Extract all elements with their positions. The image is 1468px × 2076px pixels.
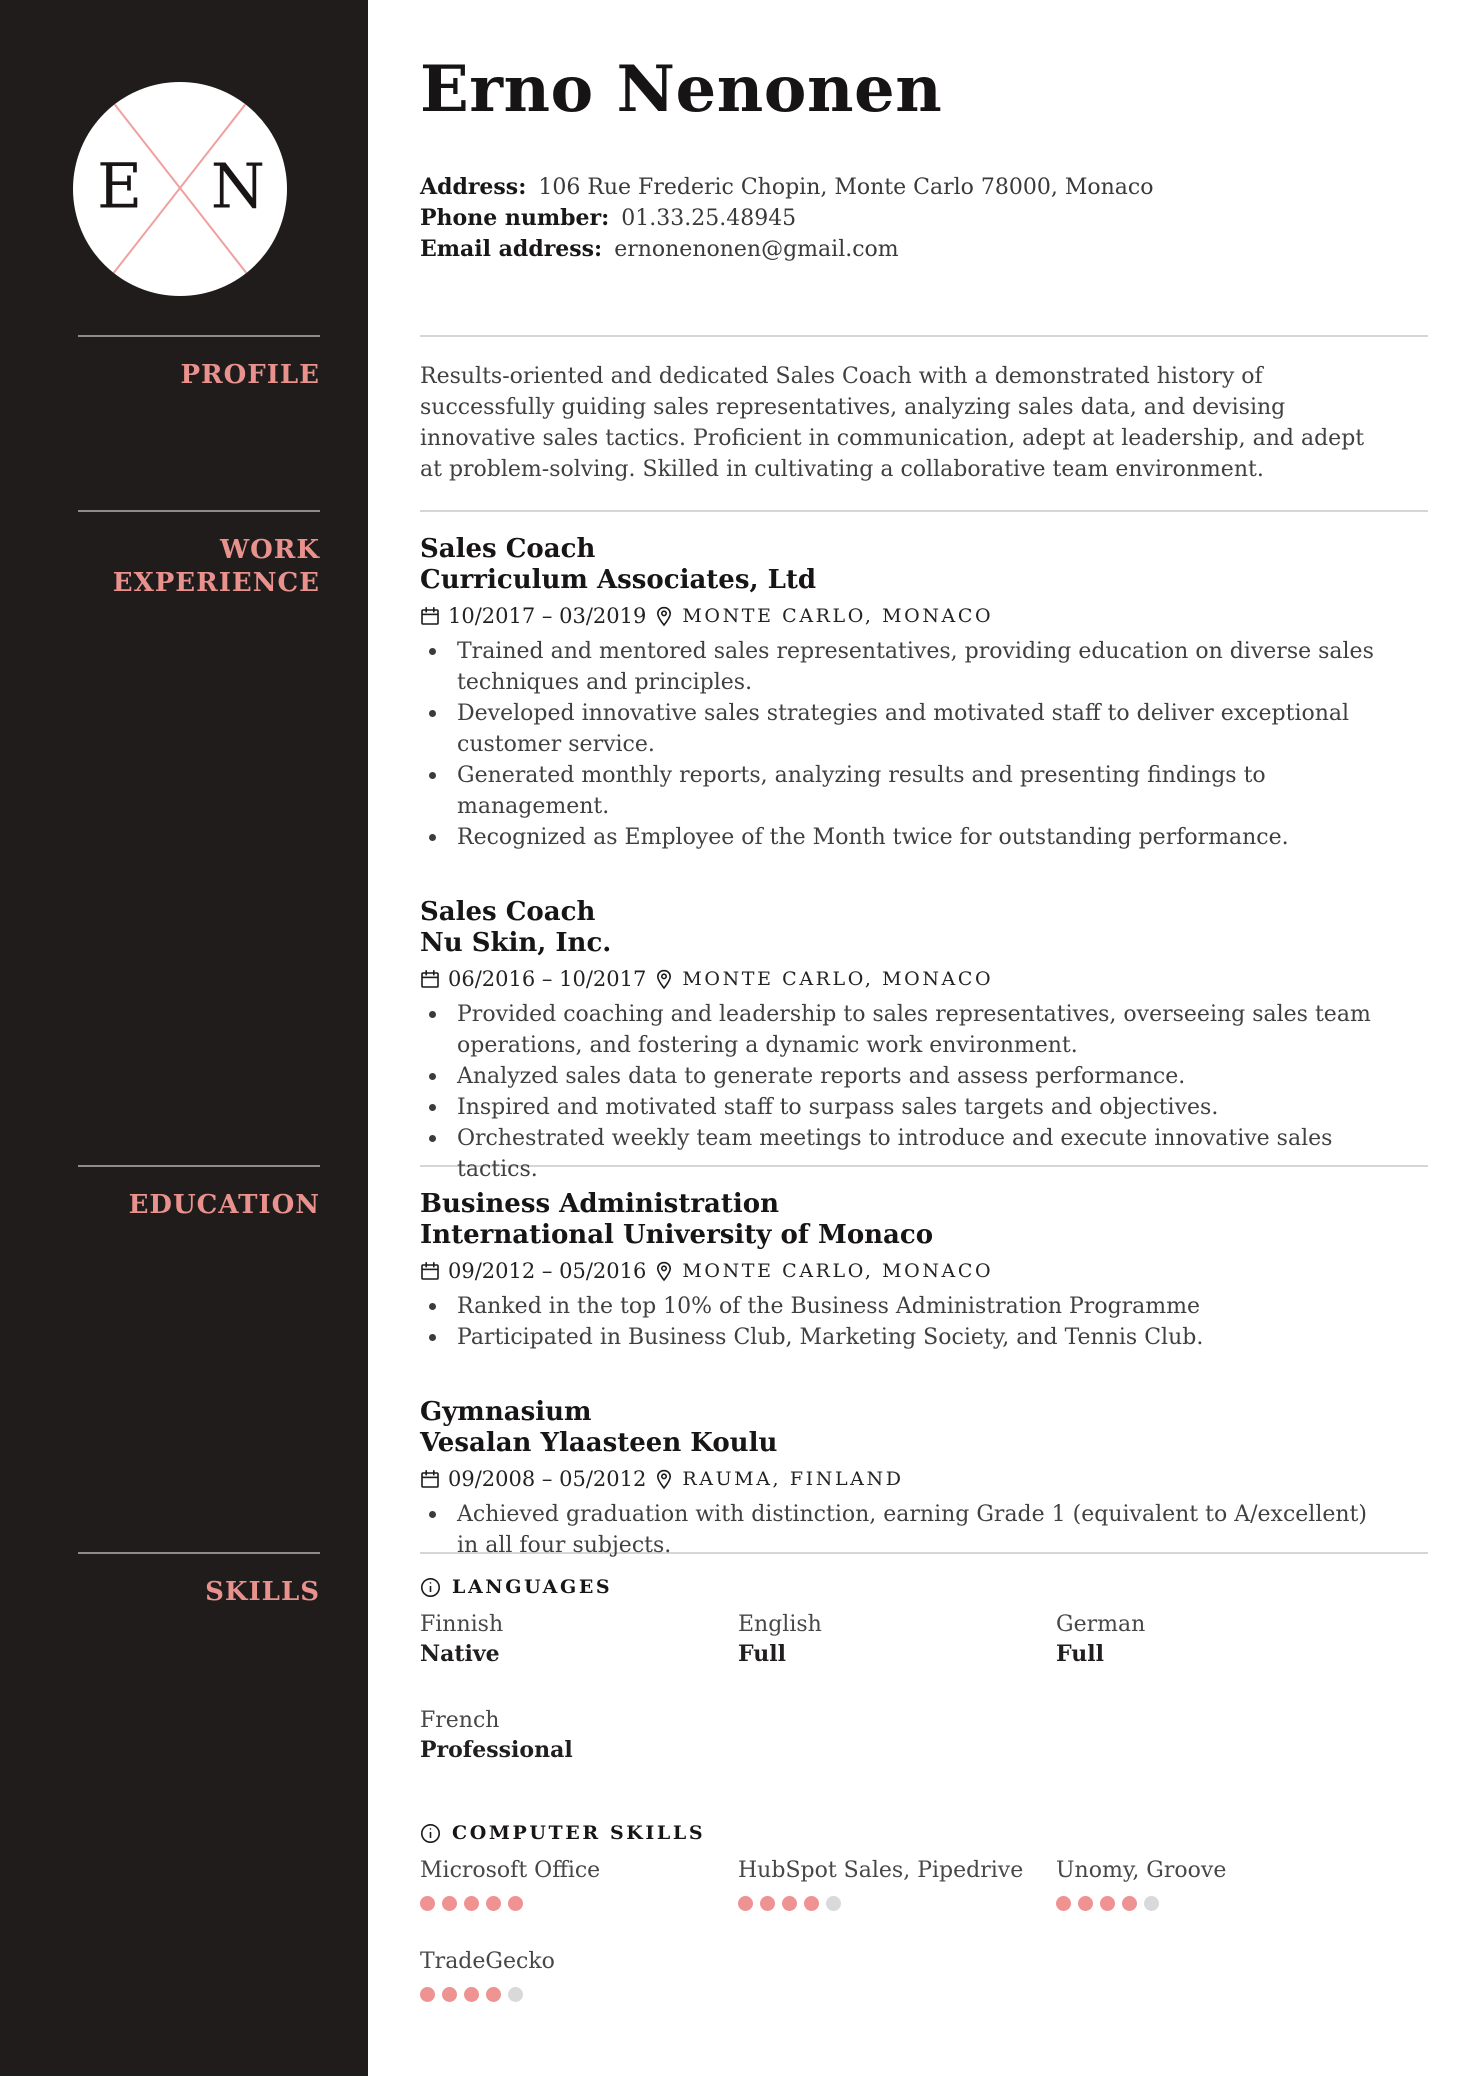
- school-name: International University of Monaco: [420, 1220, 934, 1250]
- skill-rating: [420, 1987, 738, 2002]
- sidebar-header: [0, 0, 368, 335]
- sidebar-divider: [78, 510, 320, 512]
- bullet-item: Trained and mentored sales representatives, providing education on diverse sales techniques and principles.: [420, 636, 1387, 698]
- rating-dot-filled: [486, 1896, 501, 1911]
- education-location: RAUMA, FINLAND: [682, 1468, 904, 1490]
- company-name: Curriculum Associates, Ltd: [420, 565, 817, 595]
- education-entry: [420, 1189, 1428, 1353]
- contact-info: [420, 172, 1428, 265]
- language-item: [738, 1610, 1056, 1670]
- job-bullets: [420, 636, 1428, 853]
- logo-initial-left: E: [97, 149, 143, 223]
- sidebar-divider: [78, 1552, 320, 1554]
- job-bullets: [420, 999, 1428, 1185]
- sidebar-section-profile: [0, 335, 368, 510]
- company-name: Nu Skin, Inc.: [420, 928, 612, 958]
- rating-dot-filled: [804, 1896, 819, 1911]
- bullet-item: Achieved graduation with distinction, earning Grade 1 (equivalent to A/excellent) in all four subjects.: [420, 1499, 1387, 1561]
- skill-rating: [420, 1896, 738, 1911]
- computer-skill-item: [420, 1947, 738, 2002]
- sidebar-section-skills: [0, 1552, 368, 2076]
- section-label-work-experience: WORK EXPERIENCE: [112, 535, 320, 598]
- language-name: Finnish: [420, 1612, 504, 1637]
- contact-address: [420, 172, 1428, 203]
- rating-dot-filled: [782, 1896, 797, 1911]
- computer-skills-block: [420, 1822, 1428, 2002]
- education-dates: 09/2008 – 05/2012: [448, 1467, 647, 1491]
- skill-name: Microsoft Office: [420, 1858, 601, 1883]
- education-meta: [420, 1256, 1428, 1286]
- page-title: Erno Nenonen: [420, 52, 943, 127]
- education-section: [368, 1165, 1468, 1558]
- language-name: German: [1056, 1612, 1146, 1637]
- rating-dot-filled: [760, 1896, 775, 1911]
- languages-grid: [420, 1610, 1428, 1766]
- rating-dot-empty: [826, 1896, 841, 1911]
- job-location: MONTE CARLO, MONACO: [682, 605, 994, 627]
- rating-dot-filled: [1056, 1896, 1071, 1911]
- bullet-item: Orchestrated weekly team meetings to introduce and execute innovative sales tactics.: [420, 1123, 1387, 1185]
- language-item: [420, 1706, 738, 1766]
- info-icon: [420, 1823, 441, 1844]
- bullet-item: Recognized as Employee of the Month twice for outstanding performance.: [420, 822, 1387, 853]
- languages-block: [420, 1576, 1428, 1766]
- computer-skills-grid: [420, 1856, 1428, 2002]
- calendar-icon: [420, 606, 440, 626]
- location-pin-icon: [654, 1261, 674, 1282]
- location-pin-icon: [654, 1469, 674, 1490]
- education-bullets: [420, 1499, 1428, 1561]
- info-icon: [420, 1577, 441, 1598]
- rating-dot-filled: [738, 1896, 753, 1911]
- work-entry: [420, 897, 1428, 1185]
- rating-dot-filled: [486, 1987, 501, 2002]
- skill-rating: [738, 1896, 1056, 1911]
- location-pin-icon: [654, 606, 674, 627]
- section-label-skills: SKILLS: [205, 1577, 320, 1607]
- computer-skill-item: [738, 1856, 1056, 1911]
- skill-name: TradeGecko: [420, 1949, 555, 1974]
- skills-section: [368, 1552, 1468, 2076]
- rating-dot-filled: [1100, 1896, 1115, 1911]
- degree-title: Business Administration: [420, 1189, 780, 1219]
- contact-label: Email address:: [420, 236, 603, 262]
- monogram-logo: [73, 82, 287, 296]
- language-level: Full: [1056, 1641, 1104, 1667]
- job-title: Sales Coach: [420, 897, 596, 927]
- job-dates: 10/2017 – 03/2019: [448, 604, 647, 628]
- education-dates: 09/2012 – 05/2016: [448, 1259, 647, 1283]
- profile-section: [368, 335, 1468, 510]
- rating-dot-filled: [442, 1987, 457, 2002]
- rating-dot-filled: [1078, 1896, 1093, 1911]
- job-dates: 06/2016 – 10/2017: [448, 967, 647, 991]
- skill-name: HubSpot Sales, Pipedrive: [738, 1858, 1024, 1883]
- header-block: [368, 0, 1468, 335]
- contact-label: Phone number:: [420, 205, 610, 231]
- rating-dot-filled: [464, 1896, 479, 1911]
- computer-skill-item: [420, 1856, 738, 1911]
- contact-value: ernonenonen@gmail.com: [614, 237, 899, 262]
- language-name: English: [738, 1612, 822, 1637]
- school-name: Vesalan Ylaasteen Koulu: [420, 1428, 778, 1458]
- section-divider: [420, 335, 1428, 337]
- language-item: [420, 1610, 738, 1670]
- rating-dot-filled: [1122, 1896, 1137, 1911]
- work-experience-section: [368, 510, 1468, 1182]
- rating-dot-filled: [420, 1896, 435, 1911]
- job-location: MONTE CARLO, MONACO: [682, 968, 994, 990]
- education-entry: [420, 1397, 1428, 1561]
- computer-skills-heading-text: COMPUTER SKILLS: [452, 1822, 706, 1844]
- sidebar-section-work: [0, 510, 368, 1165]
- education-meta: [420, 1464, 1428, 1494]
- sidebar-divider: [78, 335, 320, 337]
- language-item: [1056, 1610, 1376, 1670]
- languages-heading-text: LANGUAGES: [452, 1576, 613, 1598]
- skill-name: Unomy, Groove: [1056, 1858, 1227, 1883]
- job-meta: [420, 964, 1428, 994]
- language-level: Professional: [420, 1737, 573, 1763]
- computer-skill-item: [1056, 1856, 1376, 1911]
- logo-initial-right: N: [210, 149, 265, 223]
- contact-value: 01.33.25.48945: [621, 206, 797, 231]
- language-level: Full: [738, 1641, 786, 1667]
- degree-title: Gymnasium: [420, 1397, 592, 1427]
- contact-email: [420, 234, 1428, 265]
- contact-label: Address:: [420, 174, 527, 200]
- rating-dot-empty: [1144, 1896, 1159, 1911]
- job-meta: [420, 601, 1428, 631]
- section-label-profile: PROFILE: [180, 360, 320, 390]
- bullet-item: Inspired and motivated staff to surpass sales targets and objectives.: [420, 1092, 1387, 1123]
- rating-dot-filled: [508, 1896, 523, 1911]
- skill-rating: [1056, 1896, 1376, 1911]
- rating-dot-empty: [508, 1987, 523, 2002]
- sidebar-divider: [78, 1165, 320, 1167]
- bullet-item: Generated monthly reports, analyzing results and presenting findings to management.: [420, 760, 1387, 822]
- section-label-education: EDUCATION: [128, 1190, 320, 1220]
- education-location: MONTE CARLO, MONACO: [682, 1260, 994, 1282]
- language-level: Native: [420, 1641, 500, 1667]
- bullet-item: Ranked in the top 10% of the Business Administration Programme: [420, 1291, 1387, 1322]
- rating-dot-filled: [464, 1987, 479, 2002]
- location-pin-icon: [654, 969, 674, 990]
- sidebar-section-education: [0, 1165, 368, 1552]
- calendar-icon: [420, 1261, 440, 1281]
- rating-dot-filled: [420, 1987, 435, 2002]
- bullet-item: Participated in Business Club, Marketing Society, and Tennis Club.: [420, 1322, 1387, 1353]
- languages-heading: [420, 1576, 1428, 1598]
- work-entry: [420, 534, 1428, 853]
- bullet-item: Analyzed sales data to generate reports and assess performance.: [420, 1061, 1387, 1092]
- profile-text: Results-oriented and dedicated Sales Coach with a demonstrated history of successfully guiding sales representatives, analyzing sales data, and devising innovative sales tactics. Proficient in communication, adept at leadership, and adept at problem-solving. Skilled in cultivating a collaborative team environment.: [420, 364, 1365, 482]
- job-title: Sales Coach: [420, 534, 596, 564]
- computer-skills-heading: [420, 1822, 1428, 1844]
- calendar-icon: [420, 1469, 440, 1489]
- contact-value: 106 Rue Frederic Chopin, Monte Carlo 78000, Monaco: [538, 175, 1154, 200]
- bullet-item: Provided coaching and leadership to sales representatives, overseeing sales team operations, and fostering a dynamic work environment.: [420, 999, 1387, 1061]
- contact-phone: [420, 203, 1428, 234]
- language-name: French: [420, 1708, 500, 1733]
- rating-dot-filled: [442, 1896, 457, 1911]
- education-bullets: [420, 1291, 1428, 1353]
- bullet-item: Developed innovative sales strategies and motivated staff to deliver exceptional customer service.: [420, 698, 1387, 760]
- calendar-icon: [420, 969, 440, 989]
